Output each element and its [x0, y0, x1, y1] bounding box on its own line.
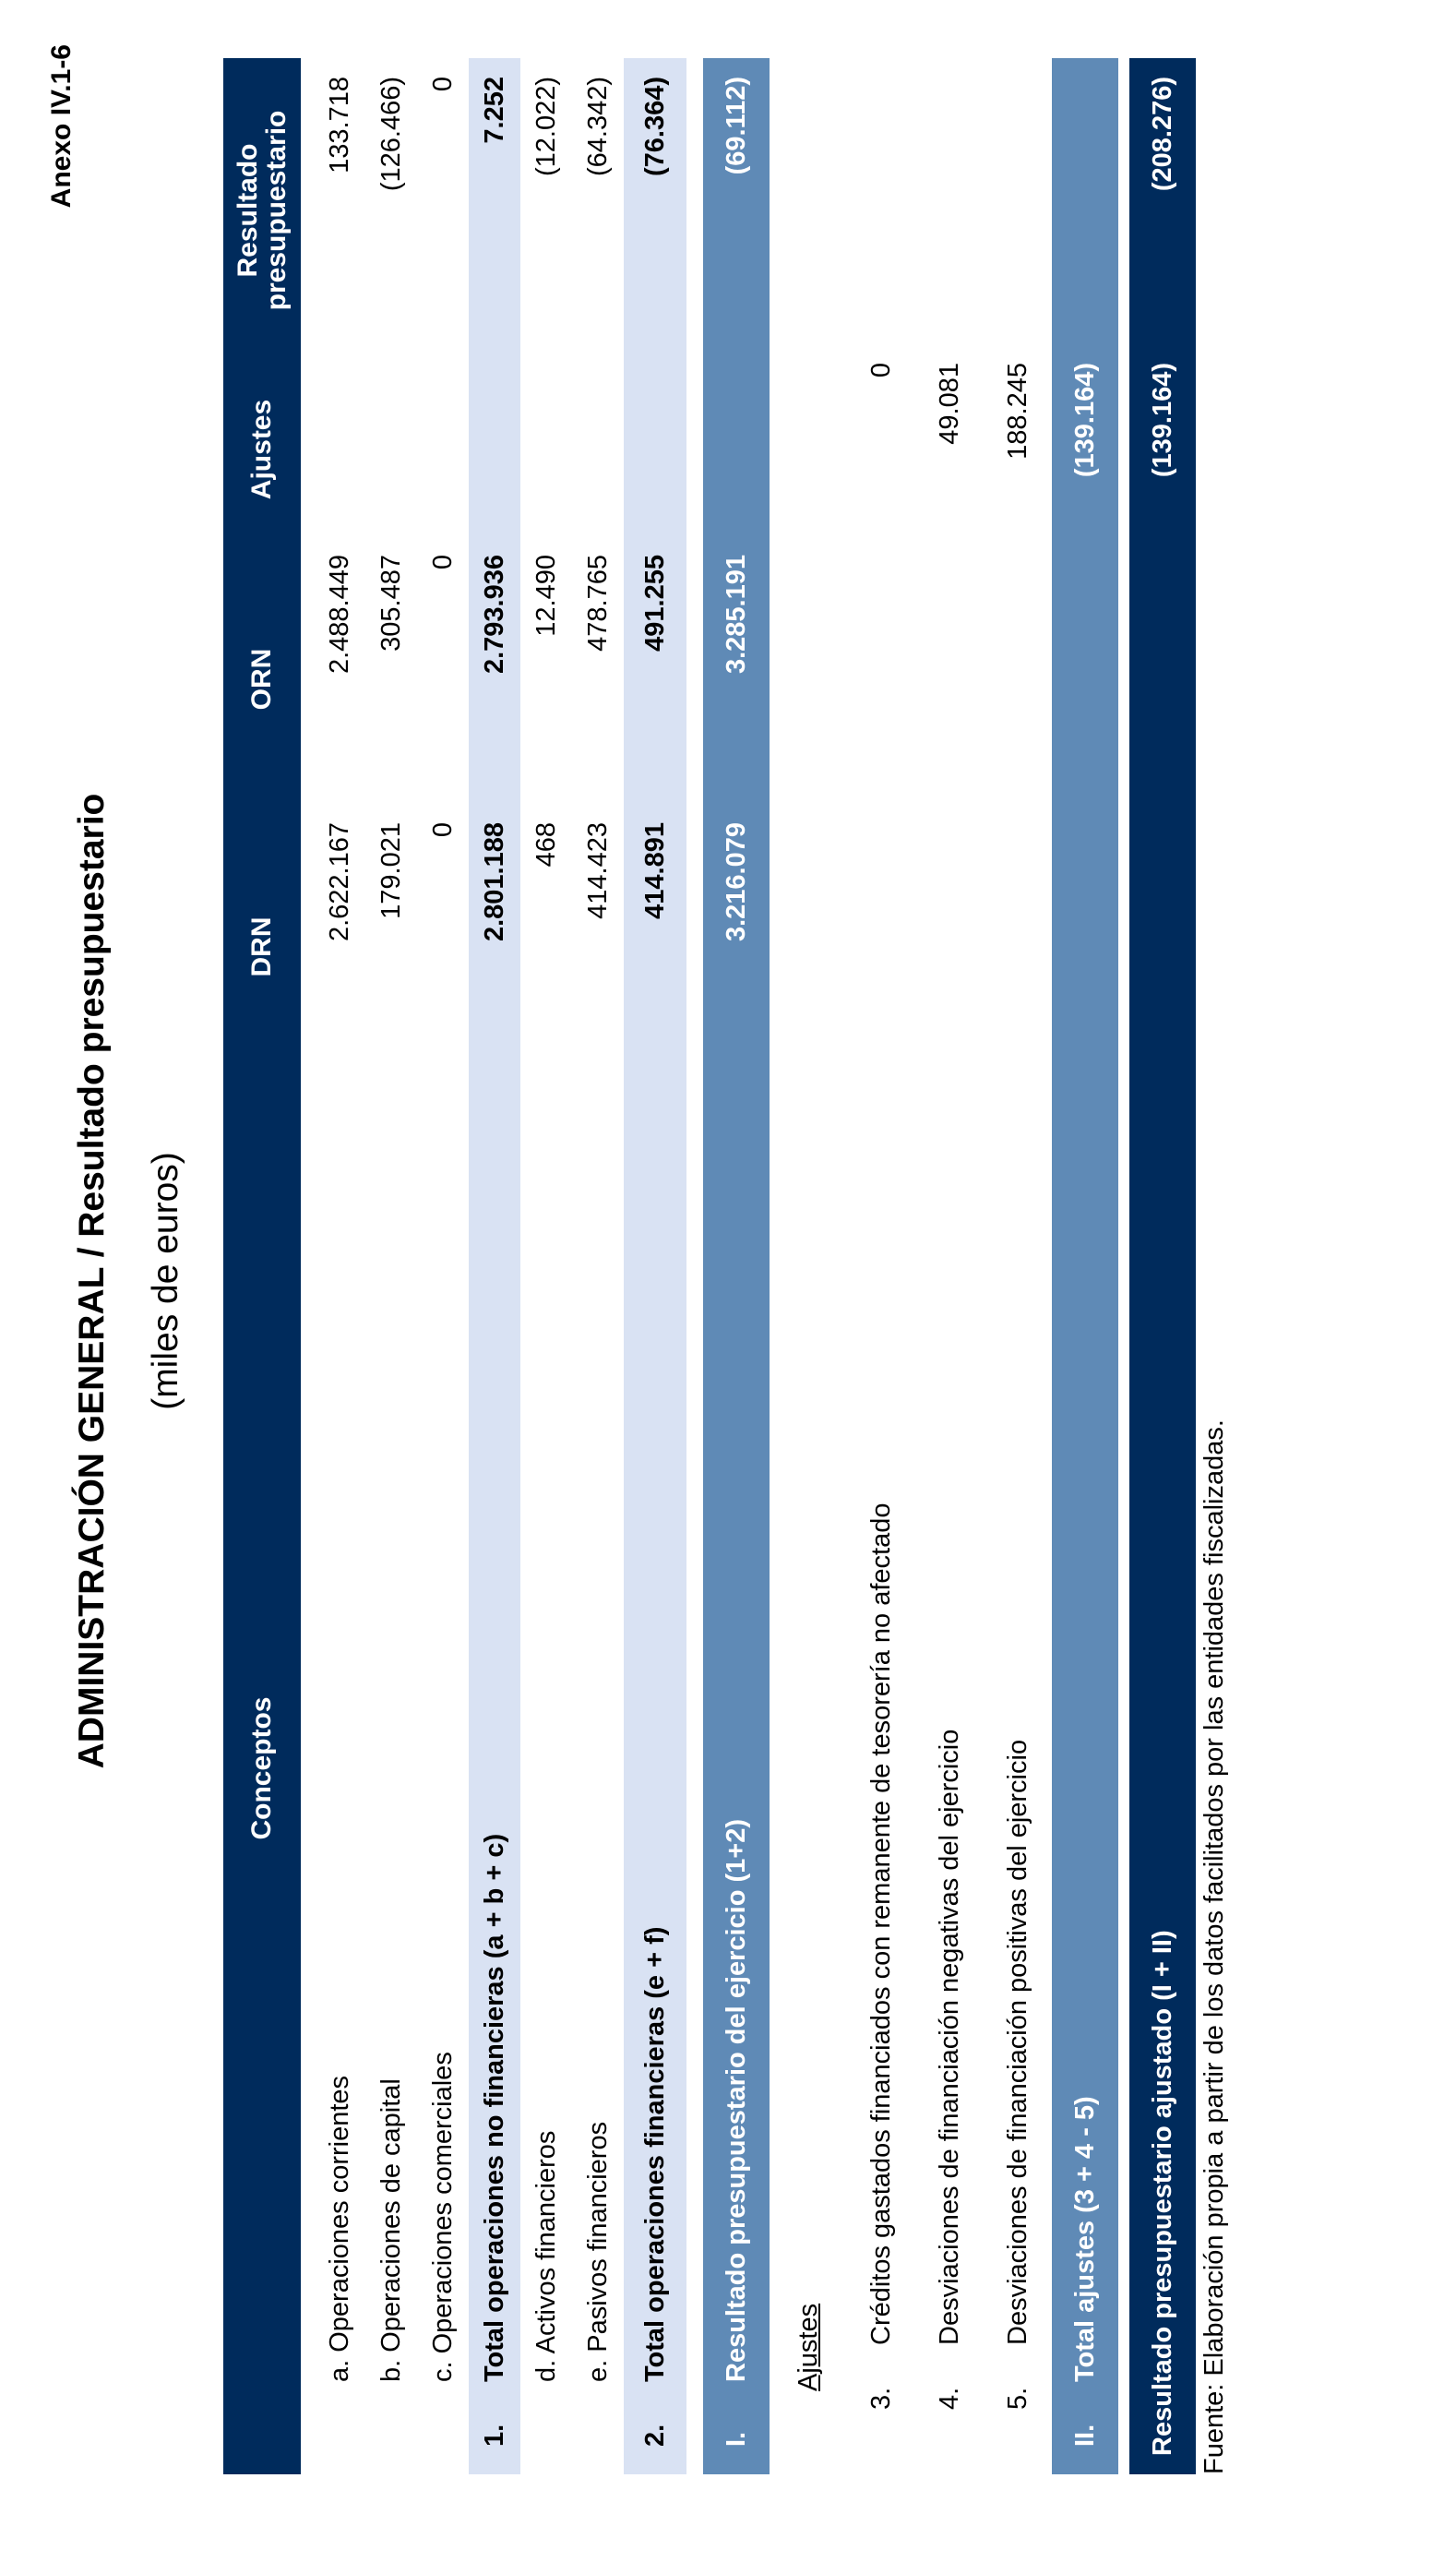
row-label — [866, 1071, 897, 2474]
budget-result-table — [223, 58, 1233, 2474]
cell-ajustes: (139.164) — [1069, 363, 1100, 478]
cell-resultado: (208.276) — [1147, 77, 1177, 192]
cell-drn: 2.801.188 — [479, 822, 509, 942]
page-subtitle: (miles de euros) — [146, 1152, 185, 1410]
total-row-financial — [624, 58, 686, 2474]
header-resultado — [233, 58, 292, 344]
row-number: II. — [1069, 2424, 1100, 2447]
row-number: 1. — [479, 2424, 509, 2447]
cell-resultado: (76.364) — [639, 77, 670, 177]
row-label — [1003, 1071, 1033, 2474]
table-row — [572, 58, 624, 2474]
row-label: a. Operaciones corrientes — [324, 2075, 354, 2382]
row-number: 3. — [865, 2387, 896, 2410]
cell-ajustes: (139.164) — [1147, 363, 1177, 478]
cell-resultado: 133.718 — [324, 77, 354, 174]
cell-resultado: (64.342) — [582, 77, 613, 177]
row-label-text: Resultado presupuestario del ejercicio (1+2) — [721, 1818, 751, 2382]
cell-orn: 491.255 — [639, 555, 670, 652]
header-concepts: Conceptos — [246, 1696, 277, 1840]
row-label-text: Total ajustes (3 + 4 - 5) — [1069, 2096, 1100, 2382]
cell-resultado: 0 — [427, 77, 458, 92]
header-ajustes: Ajustes — [246, 399, 277, 500]
cell-orn: 12.490 — [531, 555, 561, 637]
cell-resultado: (69.112) — [721, 77, 751, 175]
table-row — [520, 58, 572, 2474]
row-number: I. — [721, 2431, 751, 2447]
cell-orn: 2.793.936 — [479, 555, 509, 675]
result-row-exercise — [703, 58, 770, 2474]
footer-row — [1196, 58, 1233, 2474]
cell-drn: 2.622.167 — [324, 822, 354, 942]
cell-ajustes: 188.245 — [1002, 363, 1032, 460]
adjusted-result-row — [1129, 58, 1196, 2474]
row-label: Resultado presupuestario ajustado (I + II) — [1147, 1930, 1177, 2456]
annex-label: Anexo IV.1-6 — [46, 44, 77, 209]
spacer — [686, 58, 703, 2474]
cell-resultado: (126.466) — [376, 77, 406, 192]
row-number: 2. — [639, 2424, 670, 2447]
cell-ajustes: 49.081 — [934, 363, 964, 445]
row-label — [935, 1071, 965, 2474]
table-row — [314, 58, 365, 2474]
row-label — [640, 1071, 671, 2474]
cell-drn: 0 — [427, 822, 458, 838]
header-orn: ORN — [246, 648, 277, 711]
row-number: 4. — [934, 2387, 964, 2410]
header-resultado-line2: presupuestario — [261, 110, 292, 311]
row-label — [480, 1071, 510, 2474]
source-note: Fuente: Elaboración propia a partir de los datos facilitados por las entidades fiscalizadas. — [1199, 1419, 1229, 2474]
row-label: b. Operaciones de capital — [376, 2078, 406, 2382]
cell-orn: 0 — [427, 555, 458, 570]
row-label-text: Total operaciones financieras (e + f) — [639, 1926, 670, 2382]
cell-ajustes: 0 — [865, 363, 896, 378]
cell-drn: 414.423 — [582, 822, 613, 919]
row-label-text: Créditos gastados financiados con remanente de tesorería no afectado — [865, 1502, 896, 2345]
cell-drn: 468 — [531, 822, 561, 868]
row-label-text: Desviaciones de financiación positivas del ejercicio — [1002, 1739, 1032, 2345]
row-label: c. Operaciones comerciales — [427, 2052, 458, 2382]
table-row — [365, 58, 417, 2474]
total-row-non-financial — [469, 58, 520, 2474]
cell-resultado: 7.252 — [479, 77, 509, 144]
header-drn: DRN — [246, 916, 277, 977]
ajustes-heading-row — [770, 58, 847, 2474]
cell-orn: 305.487 — [376, 555, 406, 652]
row-label: e. Pasivos financieros — [582, 2121, 613, 2382]
cell-drn: 179.021 — [376, 822, 406, 919]
ajustes-heading: Ajustes — [793, 2303, 823, 2391]
adjustment-row — [984, 58, 1052, 2474]
cell-resultado: (12.022) — [531, 77, 561, 177]
row-label: d. Activos financieros — [531, 2130, 561, 2382]
row-label — [1070, 1071, 1101, 2474]
cell-drn: 414.891 — [639, 822, 670, 919]
row-label — [722, 1071, 752, 2474]
cell-orn: 3.285.191 — [721, 555, 751, 675]
cell-orn: 2.488.449 — [324, 555, 354, 675]
spacer — [1118, 58, 1129, 2474]
adjustment-row — [847, 58, 915, 2474]
row-label-text: Desviaciones de financiación negativas del ejercicio — [934, 1729, 964, 2345]
adjustment-row — [915, 58, 984, 2474]
cell-orn: 478.765 — [582, 555, 613, 652]
page-title: ADMINISTRACIÓN GENERAL / Resultado presupuestario — [72, 793, 112, 1769]
header-resultado-line1: Resultado — [232, 143, 263, 278]
cell-drn: 3.216.079 — [721, 822, 751, 942]
total-adjustments-row — [1052, 58, 1118, 2474]
row-label-text: Total operaciones no financieras (a + b + c) — [479, 1833, 509, 2382]
table-header — [223, 58, 301, 2474]
row-number: 5. — [1002, 2387, 1032, 2410]
table-row — [417, 58, 469, 2474]
